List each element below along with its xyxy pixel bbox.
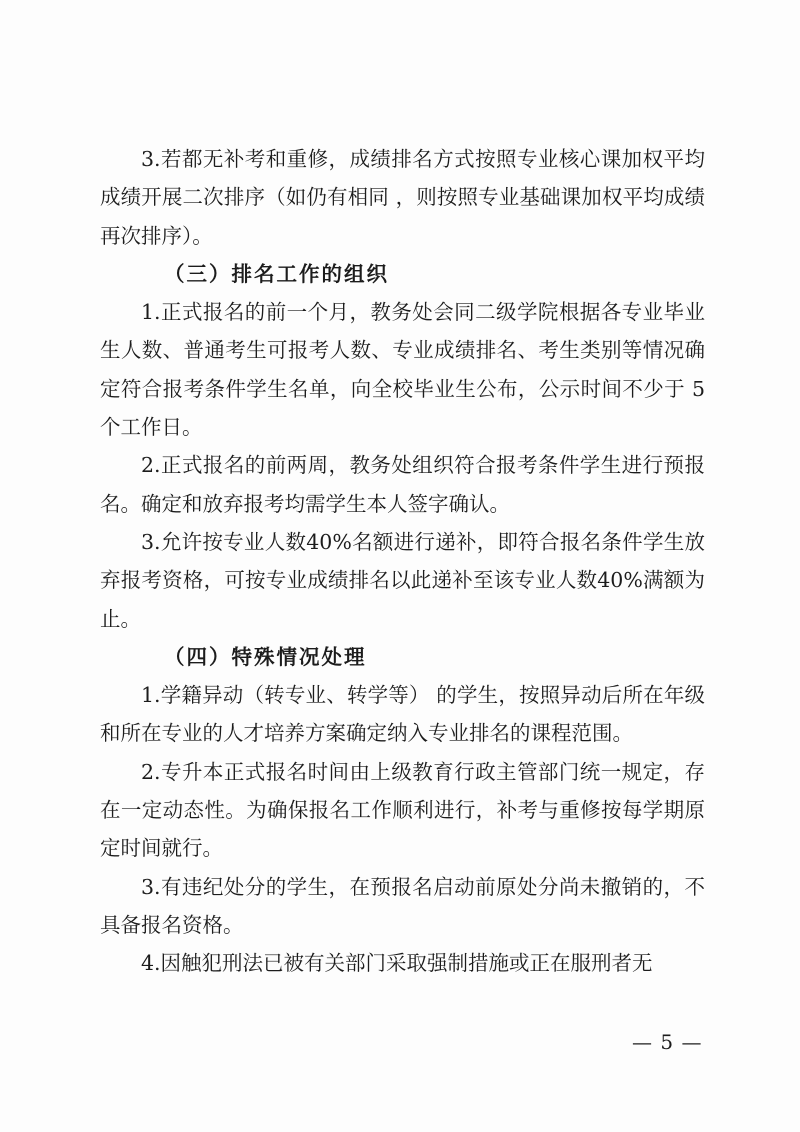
paragraph-status-change: 1.学籍异动（转专业、转学等） 的学生，按照异动后所在年级和所在专业的人才培养方案确定纳入专业排名的课程范围。 [100,683,705,746]
document-body [100,140,705,983]
paragraph-ranking-method: 3.若都无补考和重修，成绩排名方式按照专业核心课加权平均成绩开展二次排序（如仍有相同 ，则按照专业基础课加权平均成绩再次排序）。 [100,147,705,248]
section-heading-ranking-organization: （三）排名工作的组织 [164,261,389,286]
page-number: — 5 — [632,1030,703,1054]
paragraph-pre-registration: 2.正式报名的前两周，教务处组织符合报考条件学生进行预报名。确定和放弃报考均需学生本人签字确认。 [100,453,705,516]
paragraph-disciplinary: 3.有违纪处分的学生，在预报名启动前原处分尚未撤销的，不具备报名资格。 [100,874,705,937]
paragraph-registration-time: 2.专升本正式报名时间由上级教育行政主管部门统一规定，存在一定动态性。为确保报名工作顺利进行，补考与重修按每学期原定时间就行。 [100,759,705,861]
section-heading-special-cases: （四）特殊情况处理 [164,644,367,669]
paragraph-substitution: 3.允许按专业人数40%名额进行递补，即符合报名条件学生放弃报考资格，可按专业成绩排名以此递补至该专业人数40%满额为止。 [100,529,705,631]
paragraph-criminal: 4.因触犯刑法已被有关部门采取强制措施或正在服刑者无 [141,951,653,976]
paragraph-publish-list: 1.正式报名的前一个月，教务处会同二级学院根据各专业毕业生人数、普通考生可报考人数、专业成绩排名、考生类别等情况确定符合报考条件学生名单，向全校毕业生公布，公示时间不少于 5 个工作日。 [100,300,705,440]
